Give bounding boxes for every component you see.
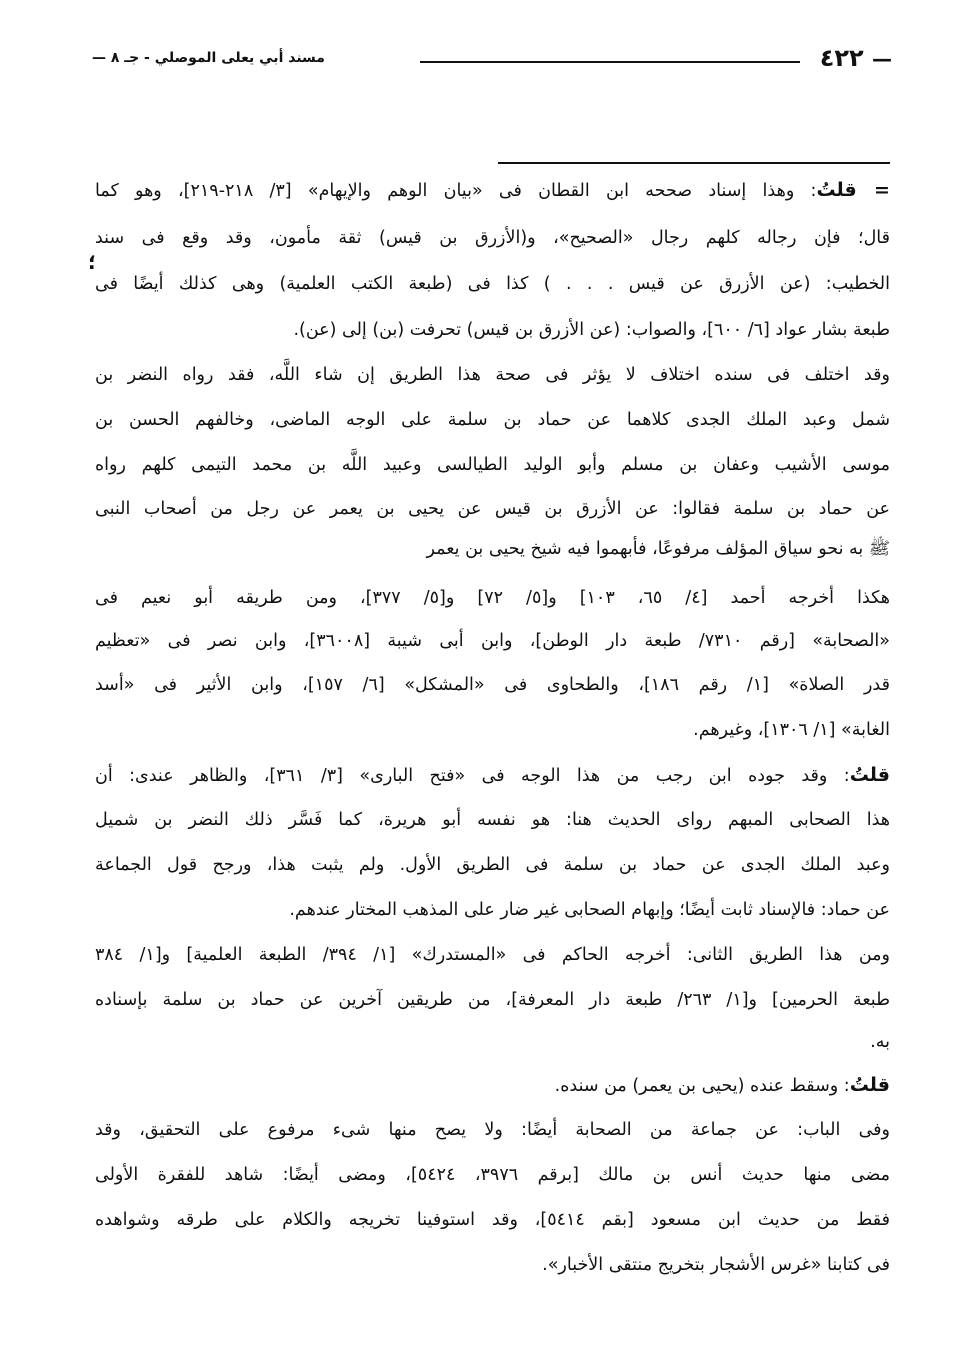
line-text: : وهذا إسناد صححه ابن القطان فى «بيان الوهم والإيهام» [٣/ ٢١٨-٢١٩]، وهو كما: [95, 181, 817, 201]
page-header: [92, 44, 892, 74]
text-line: وفى الباب: عن جماعة من الصحابة أيضًا: ولا يصح منها شىء مرفوع على التحقيق، وقد: [95, 1120, 890, 1140]
text-line: به.: [870, 1032, 890, 1052]
text-line: [95, 1070, 890, 1101]
text-line: مضى منها حديث أنس بن مالك [برقم ٣٩٧٦، ٥٤٢٤]، ومضى أيضًا: شاهد للفقرة الأولى: [95, 1165, 891, 1185]
text-line: شمل وعبد الملك الجدى كلاهما عن حماد بن سلمة على الوجه الماضى، وخالفهم الحسن بن: [95, 410, 890, 430]
text-line: الغابة» [١/ ١٣٠٦]، وغيرهم.: [693, 720, 890, 740]
text-line: موسى الأشيب وعفان بن مسلم وأبو الوليد الطيالسى وعبيد اللَّه بن محمد التيمى كلهم رواه: [95, 455, 890, 475]
page-number-text: ٤٢٢: [819, 44, 864, 72]
text-line: فقط من حديث ابن مسعود [بقم ٥٤١٤]، وقد استوفينا تخريجه والكلام على طرقه وشواهده: [95, 1210, 890, 1230]
text-line: الخطيب: (عن الأزرق عن قيس . . . ) كذا فى (طبعة الكتب العلمية) وهى كذلك أيضًا فى: [95, 274, 890, 294]
text-line: وعبد الملك الجدى عن حماد بن سلمة فى الطريق الأول. ولم يثبت هذا، ورجح قول الجماعة: [95, 855, 890, 875]
margin-mark: ؛: [88, 250, 96, 274]
header-dash: —: [872, 47, 892, 71]
text-line: فى كتابنا «غرس الأشجار بتخريج منتقى الأخبار».: [542, 1255, 890, 1275]
header-rule: [420, 61, 800, 63]
text-line: قدر الصلاة» [١/ رقم ١٨٦]، والطحاوى فى «المشكل» [٦/ ١٥٧]، وابن الأثير فى «أسد: [95, 675, 890, 695]
footnote-separator: [498, 162, 890, 164]
text-line: [95, 175, 890, 206]
running-title-text: مسند أبي يعلى الموصلي - جـ ٨: [110, 50, 325, 66]
text-line: هكذا أخرجه أحمد [٤/ ٦٥، ١٠٣] و[٥/ ٧٢] و[٥/ ٣٧٧]، ومن طريقه أبو نعيم فى: [95, 588, 891, 608]
running-title: [92, 50, 325, 66]
text-line: [95, 760, 890, 791]
text-line: وقد اختلف فى سنده اختلاف لا يؤثر فى صحة هذا الطريق إن شاء اللَّه، فقد رواه النضر بن: [95, 365, 890, 385]
text-line: هذا الصحابى المبهم روای الحديث هنا: هو نفسه أبو هريرة، كما فَسَّر ذلك النضر بن شميل: [95, 810, 890, 830]
qultu-lead: قلتُ: [849, 764, 890, 786]
header-dash: —: [92, 50, 106, 66]
qultu-lead: قلتُ: [849, 1074, 890, 1096]
text-line: ﷺ به نحو سياق المؤلف مرفوعًا، فأبهموا فيه شيخ يحيى بن يعمر: [426, 539, 890, 559]
text-line: طبعة بشار عواد [٦/ ٦٠٠]، والصواب: (عن الأزرق بن قيس) تحرفت (بن) إلى (عن).: [293, 320, 890, 340]
text-line: «الصحابة» [رقم ٧٣١٠/ طبعة دار الوطن]، وابن أبى شيبة [٣٦٠٠٨]، وابن نصر فى «تعظيم: [95, 631, 890, 651]
page-number: [820, 44, 892, 72]
line-text: : وسقط عنده (يحيى بن يعمر) من سنده.: [554, 1076, 850, 1096]
text-line: قال؛ فإن رجاله كلهم رجال «الصحيح»، و(الأزرق بن قيس) ثقة مأمون، وقد وقع فى سند: [95, 228, 890, 248]
line-text: : وقد جوده ابن رجب من هذا الوجه فى «فتح البارى» [٣/ ٣٦١]، والظاهر عندى: أن: [95, 766, 850, 786]
text-line: ومن هذا الطريق الثانى: أخرجه الحاكم فى «المستدرك» [١/ ٣٩٤/ الطبعة العلمية] و[١/ ٣٨٤: [95, 945, 890, 965]
qultu-lead: = قلتُ: [816, 179, 890, 201]
text-line: عن حماد: فالإسناد ثابت أيضًا؛ وإبهام الصحابى غير ضار على المذهب المختار عندهم.: [289, 900, 890, 920]
text-line: عن حماد بن سلمة فقالوا: عن الأزرق بن قيس عن يحيى بن يعمر عن رجل من أصحاب النبى: [95, 499, 890, 519]
text-line: طبعة الحرمين] و[١/ ٢٦٣/ طبعة دار المعرفة]، من طريقين آخرين عن حماد بن سلمة بإسناده: [95, 990, 890, 1010]
